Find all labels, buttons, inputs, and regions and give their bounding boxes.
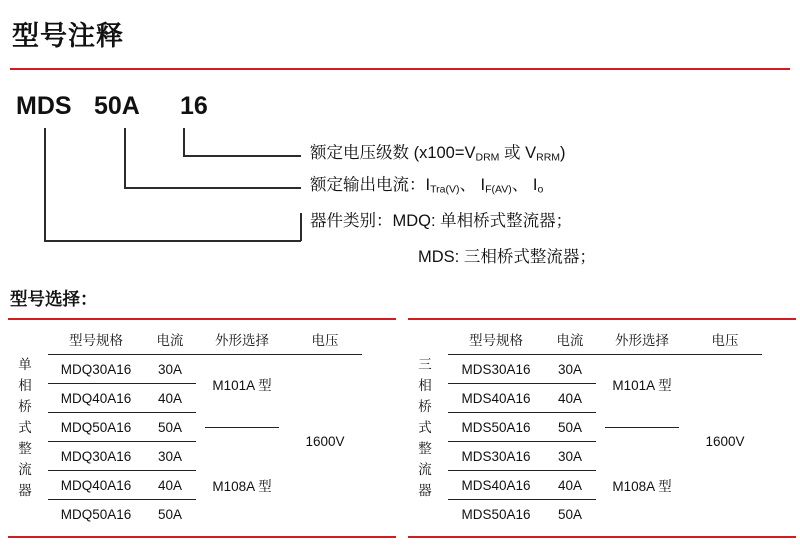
table-bottom-rule-left <box>8 536 396 538</box>
cell-current: 40A <box>144 384 196 413</box>
table-row <box>48 355 362 384</box>
table-row <box>448 355 762 384</box>
cell-model: MDQ40A16 <box>48 471 144 500</box>
annotation-current-mid2: 、 I <box>511 176 538 194</box>
cell-model: MDS50A16 <box>461 506 531 522</box>
table-left <box>48 324 362 528</box>
shape-separator-dash <box>205 427 279 428</box>
cell-shape-separator <box>596 413 688 442</box>
annotation-device-type-three: MDS: 三相桥式整流器； <box>418 248 596 266</box>
cell-model: MDQ50A16 <box>60 506 132 522</box>
leader-line-voltage-horizontal <box>183 155 301 157</box>
cell-current: 40A <box>544 471 596 500</box>
header-current: 电流 <box>544 324 596 355</box>
annotation-voltage-pre: 额定电压级数 (x100=V <box>310 144 476 162</box>
cell-shape-bottom: M108A 型 <box>212 478 272 494</box>
header-model: 型号规格 <box>448 324 544 355</box>
cell-voltage: 1600V <box>305 434 345 449</box>
annotation-voltage-sub1: DRM <box>475 151 500 164</box>
annotation-device-type-single: 器件类别：MDQ: 单相桥式整流器； <box>310 212 573 230</box>
cell-model: MDS40A16 <box>448 384 544 413</box>
cell-voltage: 1600V <box>705 434 745 449</box>
cell-shape-bottom: M108A 型 <box>612 478 672 494</box>
leader-line-current-horizontal <box>124 187 301 189</box>
spec-table-single-phase <box>8 318 396 538</box>
cell-model: MDQ40A16 <box>48 384 144 413</box>
header-current: 电流 <box>144 324 196 355</box>
cell-current: 30A <box>144 442 196 471</box>
cell-model: MDQ50A16 <box>48 413 144 442</box>
leader-line-voltage-vertical <box>183 128 185 156</box>
table-side-label-right: 三 相 桥 式 整 流 器 <box>418 357 432 498</box>
table-header-row <box>48 324 362 355</box>
annotation-voltage-post: ) <box>560 144 566 162</box>
table-side-label-left: 单 相 桥 式 整 流 器 <box>18 357 32 498</box>
table-bottom-rule-right <box>408 536 796 538</box>
cell-current: 30A <box>144 355 196 384</box>
spec-table-three-phase <box>408 318 796 538</box>
table-top-rule-right <box>408 318 796 320</box>
cell-current: 40A <box>144 471 196 500</box>
header-voltage: 电压 <box>288 324 362 355</box>
model-code-row <box>12 92 412 128</box>
leader-line-device-horizontal <box>44 240 301 242</box>
cell-current: 50A <box>557 506 583 522</box>
header-shape: 外形选择 <box>196 324 288 355</box>
leader-line-device-vertical <box>44 128 46 241</box>
cell-shape-top: M101A 型 <box>212 377 272 393</box>
header-model: 型号规格 <box>48 324 144 355</box>
leader-line-current-vertical <box>124 128 126 188</box>
section-label-model-selection: 型号选择： <box>10 289 98 309</box>
page-title: 型号注释 <box>12 21 124 51</box>
annotation-output-current <box>310 176 543 196</box>
annotation-current-sub1: Tra(V) <box>430 183 460 196</box>
cell-model: MDS30A16 <box>448 355 544 384</box>
cell-model: MDQ30A16 <box>48 442 144 471</box>
cell-current: 40A <box>544 384 596 413</box>
cell-model: MDS30A16 <box>448 442 544 471</box>
shape-separator-dash <box>605 427 679 428</box>
cell-current: 50A <box>144 413 196 442</box>
model-code-part1: MDS <box>16 92 72 120</box>
annotation-current-mid1: 、 I <box>459 176 486 194</box>
cell-shape-top: M101A 型 <box>612 377 672 393</box>
annotation-current-pre: 额定输出电流：I <box>310 176 431 194</box>
model-code-part2: 50A <box>94 92 140 120</box>
annotation-current-sub3: o <box>537 183 544 196</box>
table-top-rule-left <box>8 318 396 320</box>
cell-current: 50A <box>157 506 183 522</box>
cell-model: MDQ30A16 <box>48 355 144 384</box>
cell-current: 50A <box>544 413 596 442</box>
cell-shape-separator <box>196 413 288 442</box>
table-header-row <box>448 324 762 355</box>
cell-model: MDS40A16 <box>448 471 544 500</box>
cell-current: 30A <box>544 355 596 384</box>
title-divider <box>10 68 790 70</box>
cell-model: MDS50A16 <box>448 413 544 442</box>
model-code-part3: 16 <box>180 92 208 120</box>
annotation-voltage-mid: 或 V <box>499 144 537 162</box>
header-shape: 外形选择 <box>596 324 688 355</box>
annotation-voltage-sub2: RRM <box>536 151 561 164</box>
annotation-current-sub2: F(AV) <box>485 183 512 196</box>
cell-current: 30A <box>544 442 596 471</box>
leader-line-device-vertical-right <box>300 213 302 241</box>
header-voltage: 电压 <box>688 324 762 355</box>
table-right <box>448 324 762 528</box>
annotation-voltage-grade <box>310 144 566 164</box>
